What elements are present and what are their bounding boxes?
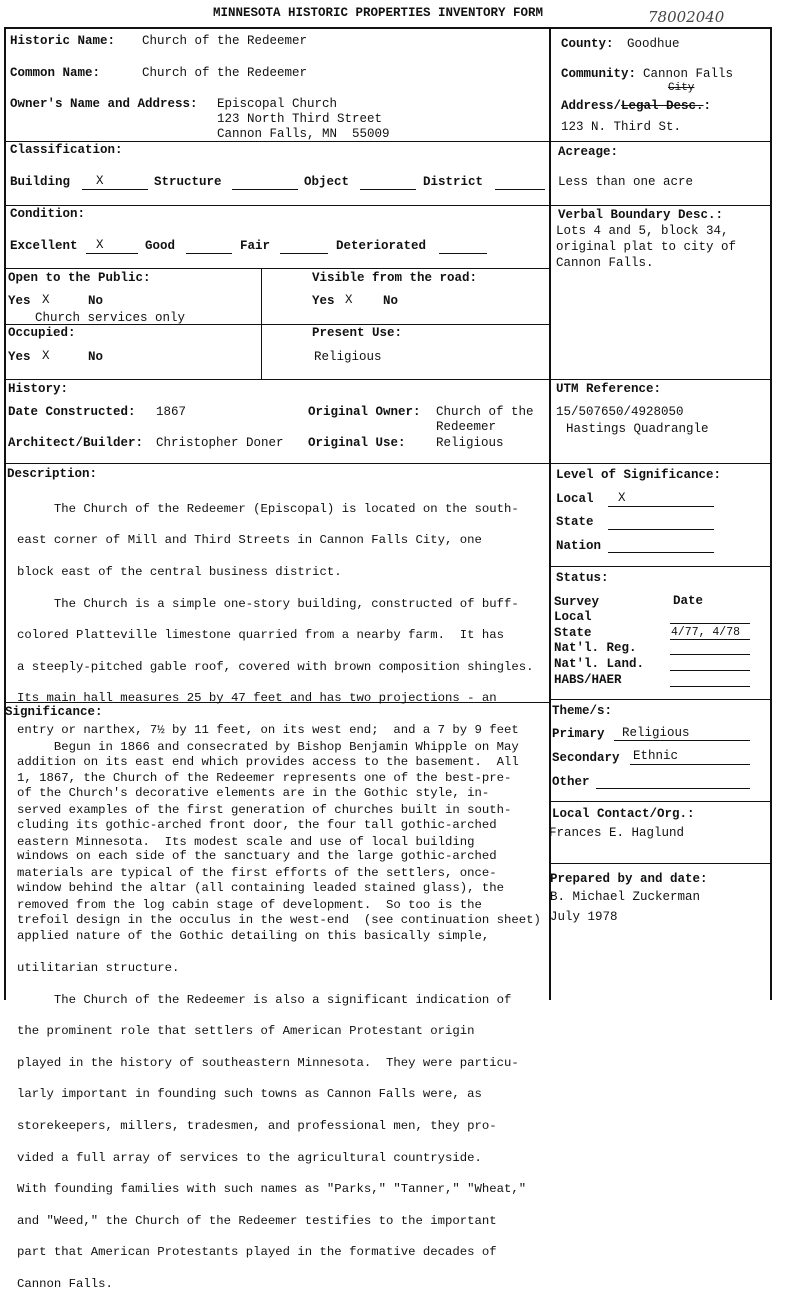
theme-label: Theme/s: [552, 704, 613, 718]
description-line: trefoil design in the occulus in the west-end (see continuation sheet) [17, 912, 541, 927]
date-constructed-label: Date Constructed: [8, 405, 136, 419]
status-natl-reg-label: Nat'l. Reg. [554, 641, 637, 655]
significance-line: part that American Protestants played in the formative decades of [17, 1245, 497, 1260]
status-state-blank [670, 639, 750, 640]
significance-line: utilitarian structure. [17, 960, 180, 975]
theme-other-blank [596, 788, 750, 789]
structure-label: Structure [154, 175, 222, 189]
significance-label: Significance: [5, 705, 103, 719]
original-owner-line1: Church of the [436, 405, 534, 419]
original-use-value: Religious [436, 436, 504, 450]
theme-primary-blank [614, 740, 750, 741]
significance-line: the prominent role that settlers of American Protestant origin [17, 1024, 475, 1039]
visible-road-label: Visible from the road: [312, 271, 478, 285]
occupied-yes-mark: X [42, 349, 50, 363]
rule [4, 205, 550, 206]
object-blank [360, 189, 416, 190]
theme-other-label: Other [552, 775, 590, 789]
status-local-blank [670, 623, 750, 624]
present-use-label: Present Use: [312, 326, 403, 340]
deteriorated-blank [439, 253, 487, 254]
open-yes-label: Yes [8, 294, 31, 308]
occupied-no-label: No [88, 350, 104, 364]
prepared-date: July 1978 [550, 910, 618, 924]
description-line: window behind the altar (all containing leaded stained glass), the [17, 880, 505, 895]
level-local-label: Local [556, 492, 594, 506]
significance-line: played in the history of southeastern Minnesota. They were particu- [17, 1055, 519, 1070]
description-line: addition on its east end which provides access to the basement. All [17, 754, 519, 769]
description-label: Description: [7, 467, 98, 481]
status-survey-label: Survey [554, 595, 600, 609]
owner-label: Owner's Name and Address: [10, 97, 198, 111]
status-natl-land-blank [670, 670, 750, 671]
utm-label: UTM Reference: [556, 382, 662, 396]
visible-yes-label: Yes [312, 294, 335, 308]
status-natl-land-label: Nat'l. Land. [554, 657, 645, 671]
original-owner-label: Original Owner: [308, 405, 421, 419]
object-label: Object [304, 175, 350, 189]
frame-right [770, 27, 772, 1000]
description-line: entry or narthex, 7½ by 11 feet, on its west end; and a 7 by 9 feet [17, 722, 519, 737]
owner-line1: Episcopal Church [217, 97, 338, 111]
theme-primary-label: Primary [552, 727, 605, 741]
status-label: Status: [556, 571, 609, 585]
description-line: windows on each side of the sanctuary and the large gothic-arched [17, 849, 497, 864]
building-blank [82, 189, 148, 190]
rule [4, 141, 550, 142]
date-constructed-value: 1867 [156, 405, 187, 419]
condition-label: Condition: [10, 207, 86, 221]
significance-line: removed from the log cabin stage of development. So too is the [17, 897, 482, 912]
contact-value: Frances E. Haglund [549, 826, 685, 840]
status-date-header: Date [673, 594, 704, 608]
open-no-label: No [88, 294, 104, 308]
status-habs-blank [670, 686, 750, 687]
significance-line: eastern Minnesota. Its modest scale and use of local building [17, 834, 475, 849]
fair-blank [280, 253, 328, 254]
open-note: Church services only [35, 311, 186, 325]
rule [550, 566, 771, 567]
level-state-label: State [556, 515, 594, 529]
form-title: MINNESOTA HISTORIC PROPERTIES INVENTORY FORM [213, 6, 544, 20]
status-local-label: Local [554, 610, 592, 624]
description-line: The Church is a simple one-story building, constructed of buff- [17, 596, 519, 611]
owner-line3: Cannon Falls, MN 55009 [217, 127, 390, 141]
historic-name-label: Historic Name: [10, 34, 116, 48]
rule [4, 268, 550, 269]
open-public-label: Open to the Public: [8, 271, 151, 285]
description-line: Its main hall measures 25 by 47 feet and has two projections - an [17, 691, 497, 706]
history-label: History: [8, 382, 69, 396]
community-label: Community: [561, 67, 637, 81]
historic-name-value: Church of the Redeemer [142, 34, 308, 48]
significance-line: materials are typical of the first efforts of the settlers, once- [17, 866, 497, 881]
level-nation-blank [608, 552, 714, 553]
description-line: colored Platteville limestone quarried from a nearby farm. It has [17, 628, 505, 643]
description-line: block east of the central business district. [17, 564, 342, 579]
frame-top [4, 27, 772, 29]
theme-secondary-blank [630, 764, 750, 765]
contact-label: Local Contact/Org.: [552, 807, 695, 821]
significance-line: storekeepers, millers, tradesmen, and professional men, they pro- [17, 1118, 497, 1133]
rule [550, 141, 771, 142]
level-nation-label: Nation [556, 539, 602, 553]
district-blank [495, 189, 545, 190]
description-line: east corner of Mill and Third Streets in Cannon Falls City, one [17, 533, 482, 548]
good-label: Good [145, 239, 176, 253]
level-local-blank [608, 506, 714, 507]
significance-line: Cannon Falls. [17, 1276, 113, 1291]
significance-line: Begun in 1866 and consecrated by Bishop Benjamin Whipple on May [17, 739, 519, 754]
rule [550, 699, 771, 700]
address-label: Address/Legal Desc.: [561, 99, 712, 113]
boundary-line1: Lots 4 and 5, block 34, [556, 224, 729, 238]
significance-line: served examples of the first generation of churches built in south- [17, 802, 512, 817]
theme-secondary-value: Ethnic [633, 749, 679, 763]
district-label: District [423, 175, 484, 189]
rule [550, 379, 771, 380]
significance-line: and "Weed," the Church of the Redeemer testifies to the important [17, 1213, 497, 1228]
fair-label: Fair [240, 239, 271, 253]
description-line: cluding its gothic-arched front door, the four tall gothic-arched [17, 817, 497, 832]
county-label: County: [561, 37, 614, 51]
owner-line2: 123 North Third Street [217, 112, 383, 126]
status-natl-reg-blank [670, 654, 750, 655]
access-divider [261, 268, 262, 379]
original-owner-line2: Redeemer [436, 420, 497, 434]
rule [550, 801, 771, 802]
significance-line: The Church of the Redeemer is also a significant indication of [17, 992, 512, 1007]
status-habs-label: HABS/HAER [554, 673, 622, 687]
prepared-name: B. Michael Zuckerman [550, 890, 701, 904]
classification-label: Classification: [10, 143, 123, 157]
open-yes-mark: X [42, 293, 50, 307]
status-state-label: State [554, 626, 592, 640]
rule [550, 205, 771, 206]
utm-value: 15/507650/4928050 [556, 405, 684, 419]
present-use-value: Religious [314, 350, 382, 364]
common-name-label: Common Name: [10, 66, 101, 80]
acreage-label: Acreage: [558, 145, 619, 159]
significance-line: applied nature of the Gothic detailing on this basically simple, [17, 929, 490, 944]
visible-no-label: No [383, 294, 399, 308]
level-local-value: X [618, 491, 626, 505]
description-line: The Church of the Redeemer (Episcopal) is located on the south- [17, 501, 519, 516]
address-value: 123 N. Third St. [561, 120, 682, 134]
rule [550, 863, 771, 864]
architect-label: Architect/Builder: [8, 436, 144, 450]
level-significance-label: Level of Significance: [556, 468, 722, 482]
acreage-value: Less than one acre [558, 175, 694, 189]
occupied-yes-label: Yes [8, 350, 31, 364]
description-line: a steeply-pitched gable roof, covered with brown composition shingles. [17, 659, 534, 674]
theme-secondary-label: Secondary [552, 751, 620, 765]
visible-yes-mark: X [345, 293, 353, 307]
building-label: Building [10, 175, 71, 189]
boundary-line2: original plat to city of [556, 240, 737, 254]
frame-left [4, 27, 6, 1000]
significance-line: 1, 1867, the Church of the Redeemer represents one of the best-pre- [17, 771, 512, 786]
boundary-line3: Cannon Falls. [556, 256, 654, 270]
excellent-value: X [96, 238, 104, 252]
county-value: Goodhue [627, 37, 680, 51]
rule [550, 463, 771, 464]
status-state-date: 4/77, 4/78 [671, 626, 741, 639]
excellent-label: Excellent [10, 239, 78, 253]
prepared-label: Prepared by and date: [550, 872, 708, 886]
significance-body [17, 724, 526, 1308]
community-value: Cannon Falls [643, 67, 734, 81]
community-struck: City [668, 82, 695, 94]
utm-quad: Hastings Quadrangle [566, 422, 709, 436]
common-name-value: Church of the Redeemer [142, 66, 308, 80]
boundary-label: Verbal Boundary Desc.: [558, 208, 724, 222]
good-blank [186, 253, 232, 254]
architect-value: Christopher Doner [156, 436, 284, 450]
theme-primary-value: Religious [622, 726, 690, 740]
handwritten-id: 78002040 [648, 8, 725, 26]
significance-line: vided a full array of services to the agricultural countryside. [17, 1150, 482, 1165]
significance-line: With founding families with such names as "Parks," "Tanner," "Wheat," [17, 1182, 527, 1197]
description-line: of the Church's decorative elements are in the Gothic style, in- [17, 786, 490, 801]
rule [4, 379, 550, 380]
column-divider [549, 27, 551, 1000]
level-state-blank [608, 529, 714, 530]
rule [4, 463, 550, 464]
significance-line: larly important in founding such towns as Cannon Falls were, as [17, 1087, 482, 1102]
deteriorated-label: Deteriorated [336, 239, 427, 253]
structure-blank [232, 189, 298, 190]
occupied-label: Occupied: [8, 326, 76, 340]
building-value: X [96, 174, 104, 188]
excellent-blank [86, 253, 138, 254]
original-use-label: Original Use: [308, 436, 406, 450]
